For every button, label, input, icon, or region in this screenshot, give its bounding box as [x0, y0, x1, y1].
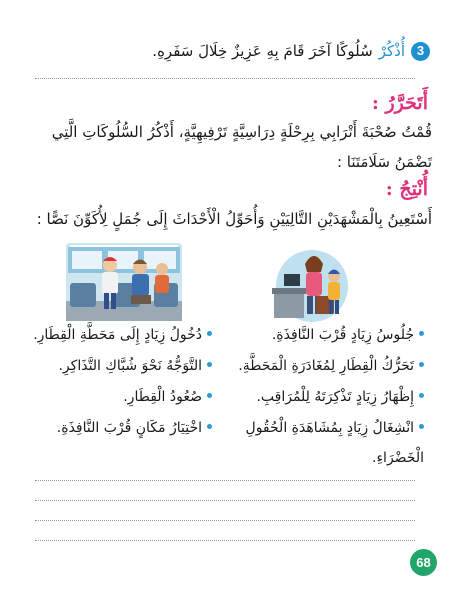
list-item: انْشِغَالُ زِيَادٍ بِمُشَاهَدَةِ الْحُقُولِ	[246, 417, 424, 439]
train-passengers-illustration	[66, 243, 182, 321]
list-item: دُخُولُ زِيَادٍ إِلَى مَحَطَّةِ الْقِطَارِ.	[33, 324, 212, 346]
question-text: سُلُوكًا آخَرَ قَامَ بِهِ عَزِيزٌ خِلَالَ سَفَرِهِ.	[152, 42, 373, 60]
list-item: تَحَرُّكُ الْقِطَارِ لِمُغَادَرَةِ الْمَحَطَّةِ.	[238, 355, 424, 377]
heading-antij: أُنْتِجُ :	[385, 178, 428, 200]
heading-atharrar: أَتَحَرَّرُ :	[371, 92, 428, 114]
antij-prompt: أَسْتَعِينُ بِالْمَشْهَدَيْنِ التَّالِيَيْنِ وَأُحَوِّلُ الْأَحْدَاثَ إِلَى جُمَلٍ لِأُكَوِّنَ نَصًّا :	[36, 210, 432, 228]
bullet-dot	[419, 331, 424, 336]
page-number-badge: 68	[410, 549, 437, 576]
list-item-continuation: الْخَضْرَاءِ.	[372, 450, 424, 466]
answer-line	[35, 520, 415, 521]
list-item: التَّوَجُّهُ نَحْوَ شُبَّاكِ التَّذَاكِرِ.	[58, 355, 212, 377]
answer-line	[35, 500, 415, 501]
bullet-dot	[419, 393, 424, 398]
ticket-counter-illustration	[270, 244, 354, 322]
answer-line	[35, 480, 415, 481]
bullet-dot	[207, 424, 212, 429]
answer-line	[35, 540, 415, 541]
bullet-dot	[207, 331, 212, 336]
list-item: اخْتِيَارُ مَكَانٍ قُرْبَ النَّافِذَةِ.	[57, 417, 212, 439]
question-verb: أُذْكُرْ	[378, 42, 405, 60]
bullet-dot	[207, 393, 212, 398]
bullet-dot	[419, 424, 424, 429]
question-3	[16, 40, 430, 62]
bullet-dot	[207, 362, 212, 367]
atharrar-text-line-2: تَضْمَنُ سَلَامَتَنَا :	[336, 153, 432, 171]
list-item: جُلُوسُ زِيَادٍ قُرْبَ النَّافِذَةِ.	[272, 324, 424, 346]
list-item: إِظْهَارُ زِيَادٍ تَذْكِرَتَهُ لِلْمُرَاقِبِ.	[256, 386, 424, 408]
list-item: صُعُودُ الْقِطَارِ.	[123, 386, 212, 408]
question-number-badge: 3	[411, 42, 430, 61]
atharrar-text-line-1: قُمْتُ صُحْبَةَ أَتْرَابِي بِرِحْلَةٍ دِرَاسِيَّةٍ تَرْفِيهِيَّةٍ، أَذْكُرُ السُّلُوكَاتِ الَّتِي	[51, 123, 432, 141]
answer-line	[35, 78, 415, 79]
bullet-dot	[419, 362, 424, 367]
